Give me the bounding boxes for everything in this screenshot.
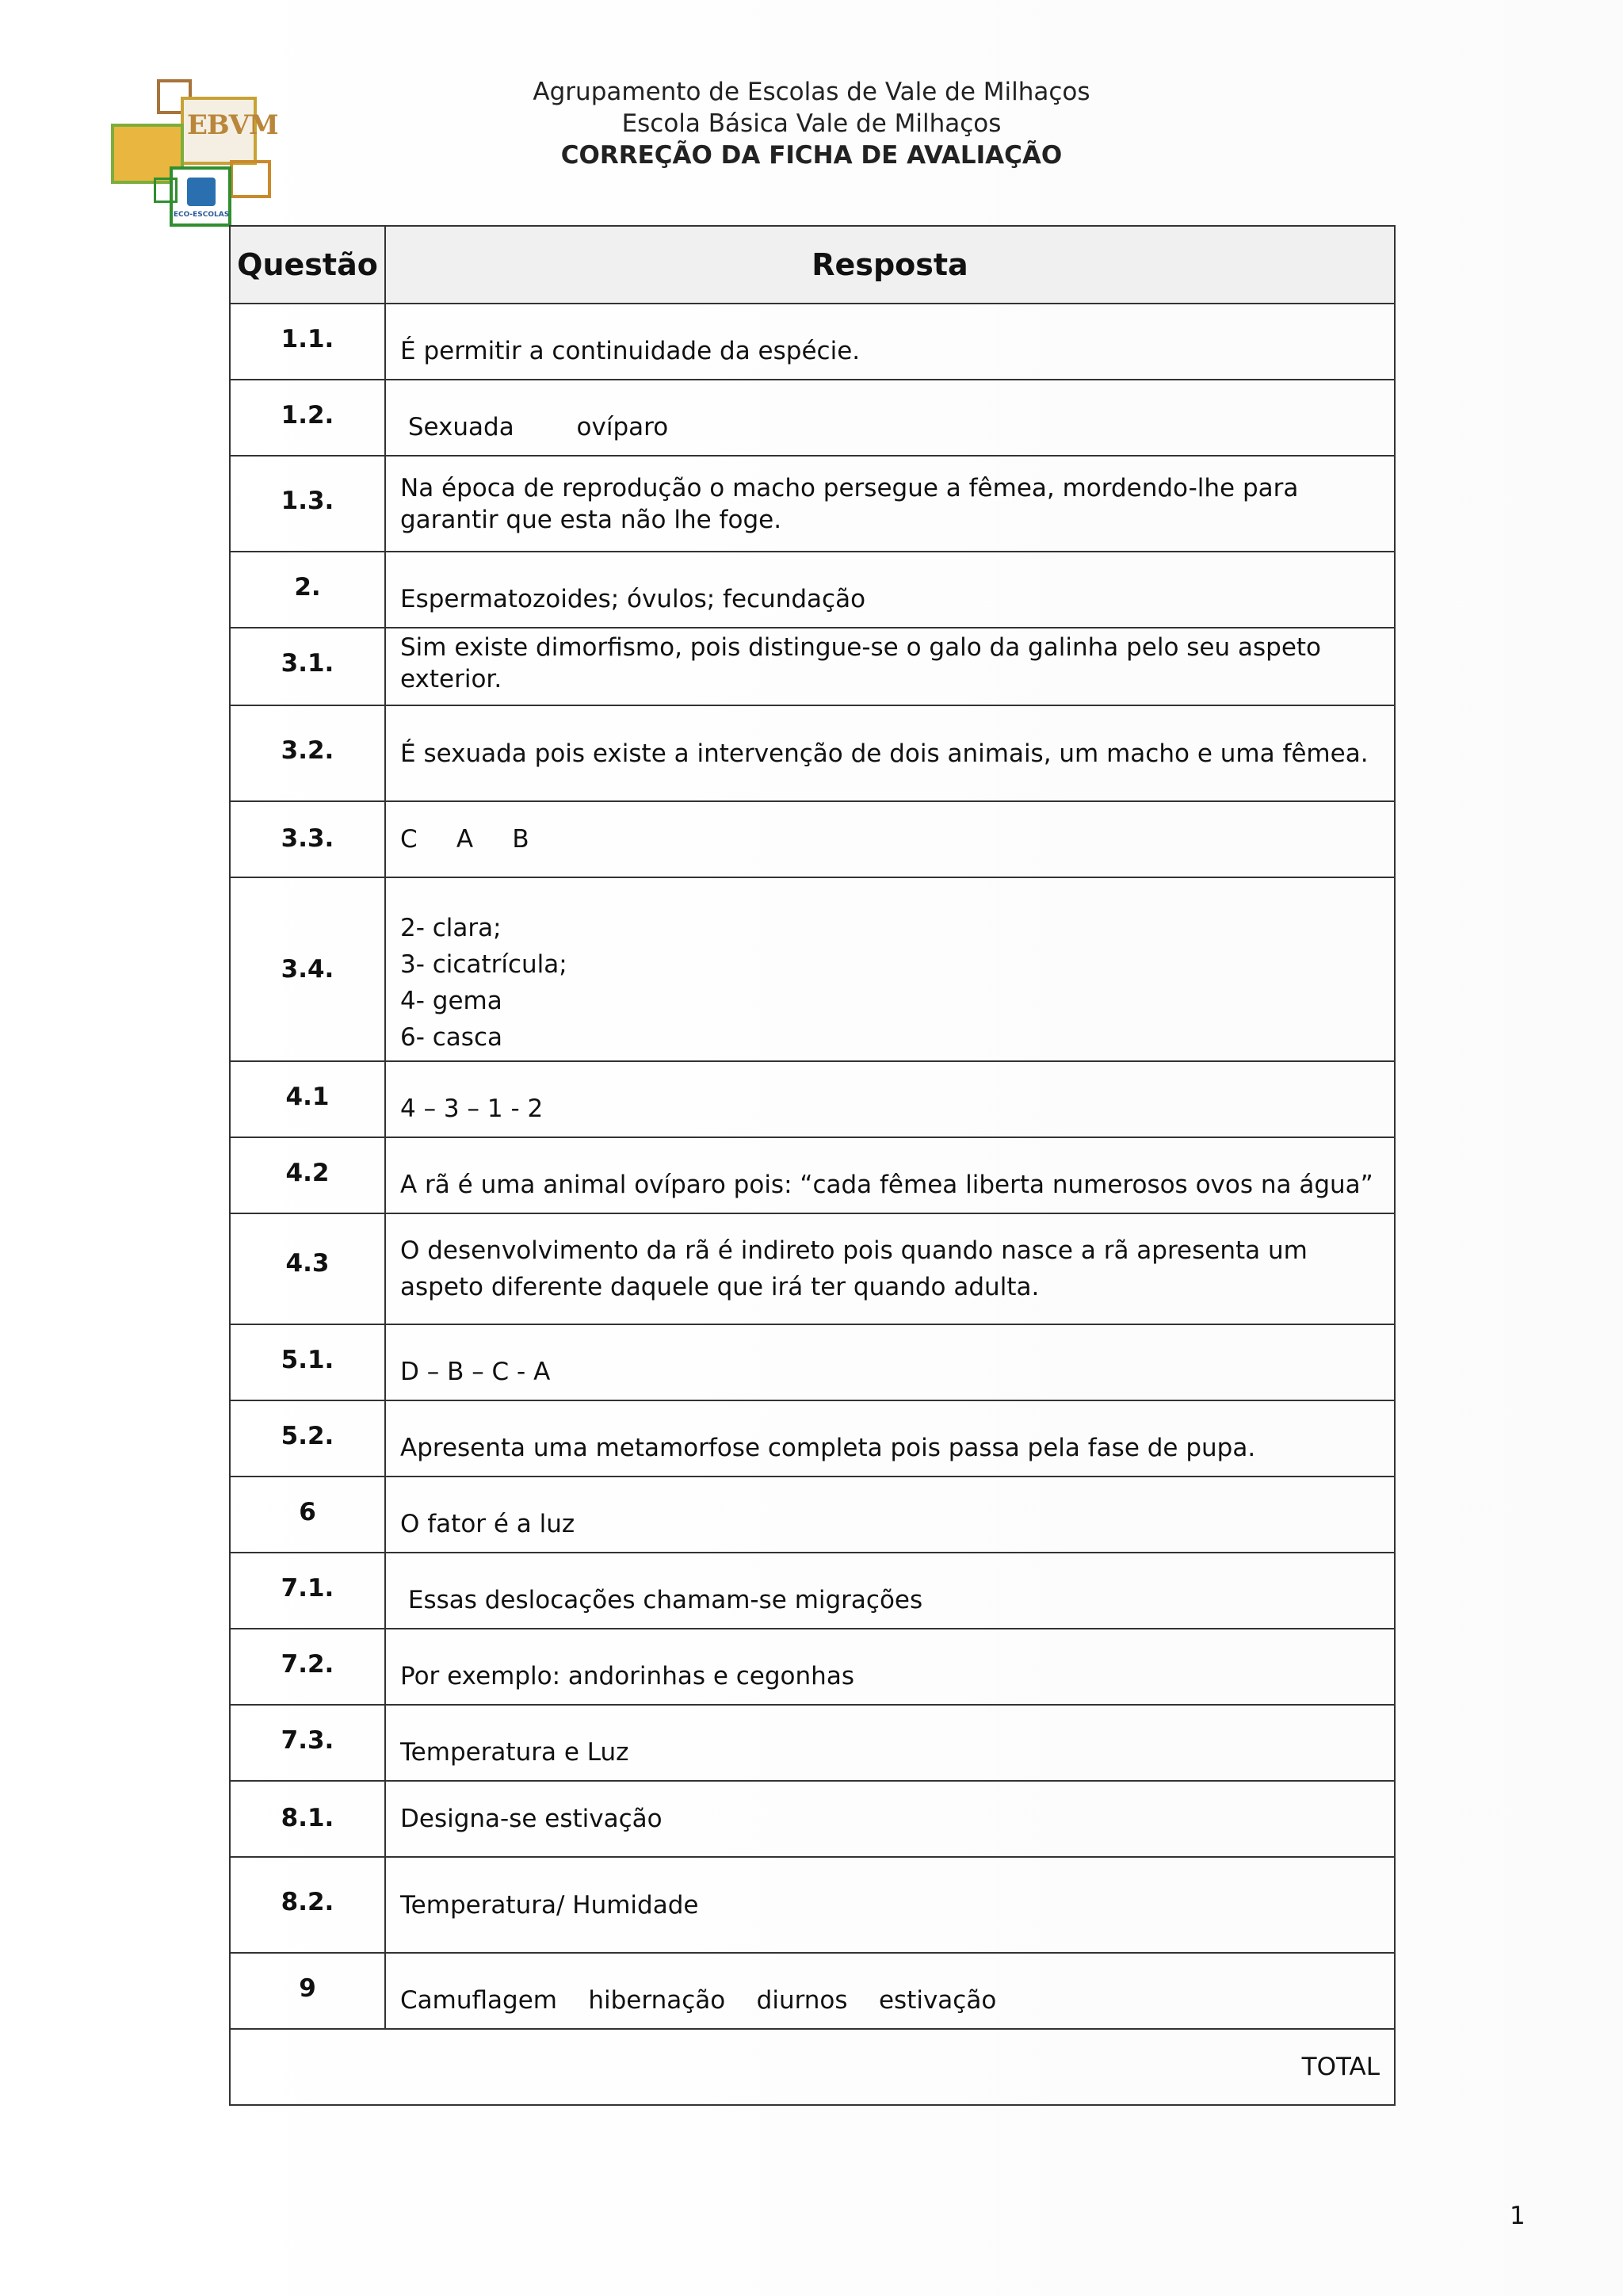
- answer-text: Essas deslocações chamam-se migrações: [400, 1586, 923, 1614]
- answer-text: Designa-se estivação: [400, 1805, 663, 1833]
- question-number: 5.2.: [230, 1400, 385, 1477]
- eco-escolas-icon: [187, 178, 216, 206]
- table-header-row: [230, 226, 1395, 304]
- answer-cell: [385, 380, 1395, 456]
- question-number: 8.2.: [230, 1857, 385, 1953]
- question-number: 6: [230, 1477, 385, 1553]
- answer-text: Sim existe dimorfismo, pois distingue-se o galo da galinha pelo seu aspeto: [400, 633, 1322, 662]
- logo-text: EBVM: [187, 109, 278, 141]
- table-row: [230, 801, 1395, 877]
- answer-cell: [385, 628, 1395, 705]
- table-row: [230, 304, 1395, 380]
- question-number: 5.1.: [230, 1324, 385, 1400]
- answer-text: Temperatura e Luz: [400, 1738, 629, 1767]
- answer-text: D – B – C - A: [400, 1358, 551, 1386]
- table-row: [230, 1137, 1395, 1213]
- answer-text: Na época de reprodução o macho persegue a fêmea, mordendo-lhe para: [400, 473, 1299, 502]
- answer-text: Apresenta uma metamorfose completa pois passa pela fase de pupa.: [400, 1434, 1256, 1462]
- table-row: [230, 1553, 1395, 1629]
- answer-text: aspeto diferente daquele que irá ter quando adulta.: [400, 1273, 1040, 1301]
- answer-text: exterior.: [400, 665, 502, 693]
- question-number: 7.2.: [230, 1629, 385, 1705]
- answer-text: Espermatozoides; óvulos; fecundação: [400, 585, 866, 613]
- question-number: 4.3: [230, 1213, 385, 1324]
- question-number: 9: [230, 1953, 385, 2029]
- question-number: 1.2.: [230, 380, 385, 456]
- table-row: [230, 552, 1395, 628]
- answer-cell: [385, 1324, 1395, 1400]
- table-row: [230, 1400, 1395, 1477]
- answer-text: 2- clara;: [400, 914, 502, 942]
- answer-cell: [385, 304, 1395, 380]
- table-row: [230, 705, 1395, 801]
- table-row: [230, 380, 1395, 456]
- answer-text: 4 – 3 – 1 - 2: [400, 1095, 544, 1123]
- document-header: [0, 76, 1623, 171]
- header-school-name: Escola Básica Vale de Milhaços: [621, 109, 1002, 138]
- header-school-group: Agrupamento de Escolas de Vale de Milhaços: [533, 78, 1090, 106]
- table-row: [230, 1629, 1395, 1705]
- question-number: 7.3.: [230, 1705, 385, 1781]
- answer-text: Camuflagem hibernação diurnos estivação: [400, 1986, 997, 2015]
- answer-cell: [385, 801, 1395, 877]
- answer-cell: [385, 1061, 1395, 1137]
- answer-text: Temperatura/ Humidade: [400, 1890, 699, 1920]
- answer-cell: [385, 1553, 1395, 1629]
- answer-text: garantir que esta não lhe foge.: [400, 505, 782, 534]
- answer-text: O desenvolvimento da rã é indireto pois quando nasce a rã apresenta um: [400, 1236, 1308, 1265]
- answer-cell: [385, 877, 1395, 1061]
- answer-cell: [385, 1400, 1395, 1477]
- answer-cell: [385, 1705, 1395, 1781]
- question-number: 3.4.: [230, 877, 385, 1061]
- table-row: [230, 1781, 1395, 1857]
- eco-escolas-text: ECO-ESCOLAS: [173, 211, 230, 219]
- column-header-answer: Resposta: [385, 226, 1395, 304]
- answer-cell: [385, 705, 1395, 801]
- answer-text: Por exemplo: andorinhas e cegonhas: [400, 1662, 854, 1690]
- table-row: [230, 1857, 1395, 1953]
- question-number: 7.1.: [230, 1553, 385, 1629]
- question-number: 8.1.: [230, 1781, 385, 1857]
- answer-text: O fator é a luz: [400, 1510, 575, 1538]
- column-header-question: Questão: [230, 226, 385, 304]
- question-number: 3.1.: [230, 628, 385, 705]
- answer-cell: [385, 1781, 1395, 1857]
- question-number: 1.3.: [230, 456, 385, 552]
- answer-text: A rã é uma animal ovíparo pois: “cada fêmea liberta numerosos ovos na água”: [400, 1171, 1373, 1199]
- table-row: [230, 1213, 1395, 1324]
- answer-text: É sexuada pois existe a intervenção de dois animais, um macho e uma fêmea.: [400, 739, 1369, 768]
- table-row: [230, 1705, 1395, 1781]
- answer-cell: [385, 1137, 1395, 1213]
- answer-text: 6- casca: [400, 1023, 502, 1052]
- answer-cell: [385, 456, 1395, 552]
- answer-text: Sexuada ovíparo: [400, 413, 669, 441]
- question-number: 1.1.: [230, 304, 385, 380]
- answer-text: C A B: [400, 825, 529, 854]
- table-total-row: [230, 2029, 1395, 2105]
- question-number: 3.2.: [230, 705, 385, 801]
- answer-text: É permitir a continuidade da espécie.: [400, 337, 861, 365]
- answer-cell: [385, 552, 1395, 628]
- answer-cell: [385, 1857, 1395, 1953]
- answer-text: 3- cicatrícula;: [400, 950, 567, 979]
- table-row: [230, 628, 1395, 705]
- answer-cell: [385, 1477, 1395, 1553]
- answer-cell: [385, 1629, 1395, 1705]
- question-number: 4.1: [230, 1061, 385, 1137]
- answer-cell: [385, 1953, 1395, 2029]
- table-row: [230, 1477, 1395, 1553]
- answer-text: 4- gema: [400, 987, 502, 1015]
- question-number: 4.2: [230, 1137, 385, 1213]
- answer-cell: [385, 1213, 1395, 1324]
- table-row: [230, 456, 1395, 552]
- table-row: [230, 1953, 1395, 2029]
- table-row: [230, 877, 1395, 1061]
- page-title: CORREÇÃO DA FICHA DE AVALIAÇÃO: [560, 141, 1063, 170]
- total-label: TOTAL: [230, 2029, 1395, 2105]
- table-row: [230, 1061, 1395, 1137]
- answers-table: [229, 225, 1396, 2106]
- question-number: 2.: [230, 552, 385, 628]
- question-number: 3.3.: [230, 801, 385, 877]
- table-row: [230, 1324, 1395, 1400]
- page-number: 1: [1510, 2202, 1526, 2230]
